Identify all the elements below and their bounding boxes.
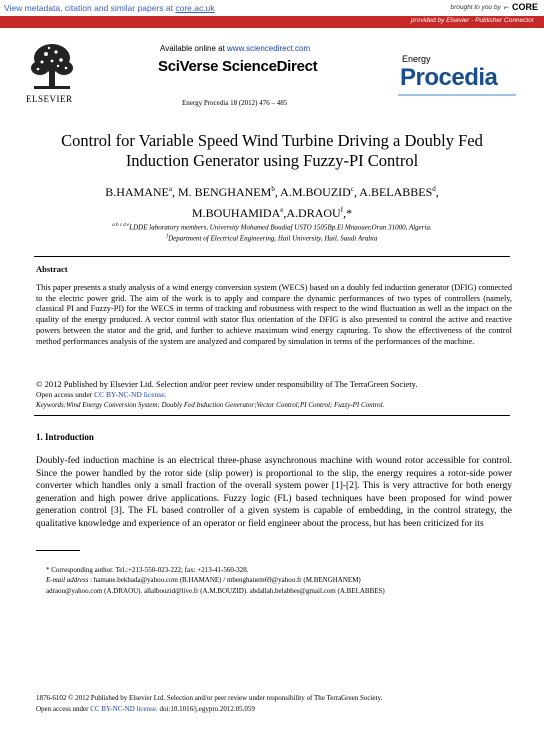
core-link-text[interactable]: core.ac.uk (175, 3, 215, 13)
footnote-email-1: E-mail address : hamane.bekhada@yahoo.com (B.HAMANE) / mbenghanem69@yahoo.fr (M.BENGHANEM) (46, 576, 361, 584)
abstract-body: This paper presents a study analysis of a wind energy conversion system (WECS) based on a doubly fed induction generator (DFIG) connected to the electric power grid. The aim of the work is to apply and compare the dynamic performances of two types of controllers (namely, classical PI and Fuzzy-PI) for the WECS in terms of tracking and robustness with respect to the wind fluctuation as well as the impact on the quality of the energy produced. A vector control with stator flux orientation of the DFIG is also presented to control the active and reactive powers between the stator and the grid, and further to achieve maximum wind energy capturing. To show the effectiveness of the control method performances analysis of the system are analyzed and compared by simulation in terms of the performances of the machine. (36, 283, 512, 346)
footer-oa-doi: Open access under CC BY-NC-ND license. doi:10.1016/j.egypro.2012.05.059 (36, 705, 255, 713)
affiliation-2: $^f$Department of Electrical Engineering, Hail University, Hail, Saudi Arabia (166, 234, 378, 243)
journal-citation: Energy Procedia 18 (2012) 476 – 485 (182, 99, 288, 107)
brought-by-text: brought to you by (450, 3, 501, 11)
core-brand-text: CORE (511, 2, 538, 12)
footer-issn: 1876-6102 © 2012 Published by Elsevier Ltd. Selection and/or peer review under responsibility of The TerraGreen Society. (36, 694, 383, 702)
intro-heading: 1. Introduction (36, 432, 94, 442)
available-prefix: Available online at (160, 44, 228, 53)
core-brand (450, 2, 538, 12)
keywords: Keywords:Wind Energy Conversion System; Doubly Fed Induction Generator;Vector Control;PI Control; Fuzzy-PI Control. (36, 401, 385, 409)
core-provider-bar (0, 16, 544, 28)
publisher-name: ELSEVIER (26, 94, 73, 104)
core-logo-icon: ⌐ (503, 2, 509, 12)
core-link-prefix: View metadata, citation and similar papers at (4, 3, 176, 13)
intro-body: Doubly-fed induction machine is an electrical three-phase asynchronous machine with wound rotor accessible for control. Since the power handled by the rotor side (slip power) is proportional to the slip, the energy requires a rotor-side power converter which handles only a small fraction of the overall system power [1]-[2]. This is very attractive for both energy generation and high power drive applications. Fuzzy logic (FL) based techniques have been proposed for wind power generation control [3]. The FL based controller of a given system is capable of embedding, in the control strategy, the qualitative knowledge and experience of an operator or field engineer about the process, but has been criticized for its (36, 456, 512, 529)
footnote-corresponding: * Corresponding author. Tel.:+213-550-023-222; fax: +213-41-560-328. (46, 566, 249, 574)
abstract-heading: Abstract (36, 264, 68, 274)
provided-by-text: provided by Elsevier - Publisher Connector (410, 17, 534, 24)
paper-title: Control for Variable Speed Wind Turbine Driving a Doubly Fed Induction Generator using Fuzzy-PI Control (61, 131, 483, 170)
footnote-rule (36, 550, 80, 551)
available-online (160, 44, 310, 53)
core-metadata-link[interactable] (4, 3, 215, 13)
open-access-line: Open access under CC BY-NC-ND license. (36, 390, 167, 399)
author-list (30, 180, 514, 222)
energy-procedia-energy: Energy (402, 54, 431, 64)
footer-doi: doi:10.1016/j.egypro.2012.05.059 (157, 705, 255, 713)
abstract-top-rule (34, 256, 510, 257)
copyright-line: © 2012 Published by Elsevier Ltd. Selection and/or peer review under responsibility of The TerraGreen Society. (36, 379, 418, 389)
author-line-2: M.BOUHAMIDA$^e$,A.DRAOU$^f$,* (191, 206, 353, 220)
sciverse-sciencedirect-logo: SciVerse ScienceDirect (158, 58, 318, 75)
elsevier-tree-logo (28, 42, 76, 92)
abstract-bottom-rule (34, 415, 510, 416)
sciencedirect-url[interactable]: www.sciencedirect.com (227, 44, 311, 53)
footer-license-link[interactable]: CC BY-NC-ND license. (90, 705, 158, 713)
affiliations (30, 221, 514, 244)
author-line-1: B.HAMANE$^a$, M. BENGHANEM$^b$, A.M.BOUZID$^c$, A.BELABBES$^d$, (105, 185, 439, 199)
energy-procedia-logo: Procedia (400, 64, 498, 91)
license-link[interactable]: CC BY-NC-ND license. (94, 390, 167, 399)
footnote-email-2: adraou@yahoo.com (A.DRAOU). allalbouzid@live.fr (A.M.BOUZID). abdallah.belabbes@gmail.com (A.BELABBES) (46, 587, 385, 595)
affiliation-1: $^{a b c d e}$LDDE laboratory members, University Mohamed Boudiaf USTO 1505Bp.El Mnaouer,Oran 31000, Algeria. (112, 223, 432, 232)
journal-logo-stripe (398, 94, 516, 96)
